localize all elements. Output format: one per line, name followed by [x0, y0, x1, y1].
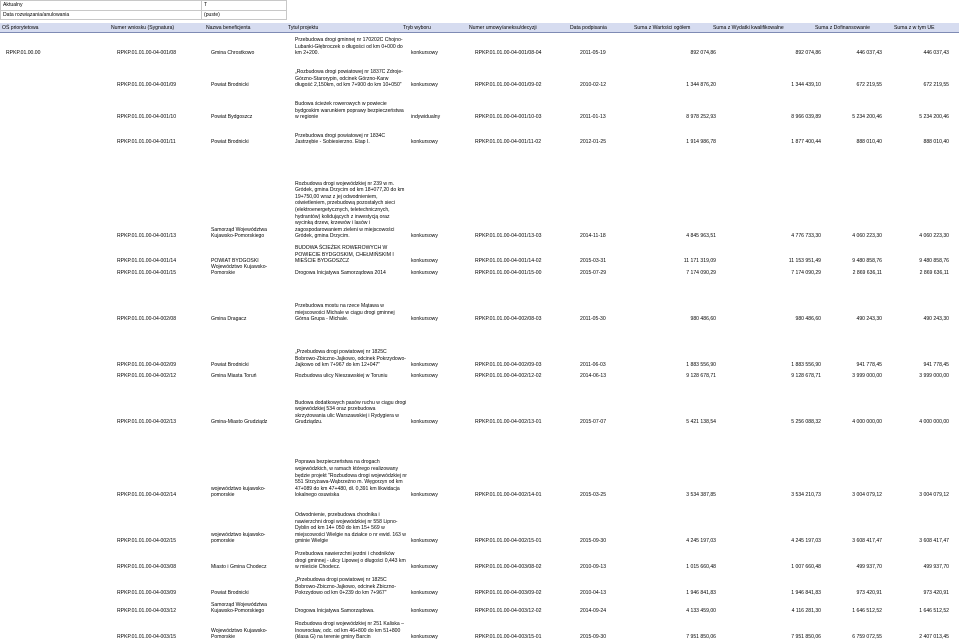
cell-contract: RPKP.01.01.00-04-003/15-01 [475, 634, 542, 641]
table-row[interactable] [0, 263, 959, 277]
cell-number: RPKP.01.01.00-04-001/10 [117, 114, 177, 121]
header-contract[interactable]: Numer umowy/aneksu/decyzji [469, 25, 537, 31]
cell-eligible: 1 877 400,44 [791, 139, 821, 146]
cell-funding: 973 420,91 [856, 590, 882, 597]
header-total[interactable]: Suma z Wartości ogółem [634, 25, 691, 31]
cell-funding: 4 000 000,00 [852, 419, 882, 426]
cell-mode: konkursowy [411, 492, 438, 499]
cell-eligible: 892 074,86 [795, 50, 821, 57]
cell-date: 2015-09-30 [580, 634, 607, 641]
cell-mode: konkursowy [411, 139, 438, 146]
cell-mode: konkursowy [411, 373, 438, 380]
cell-beneficiary: województwo kujawsko-pomorskie [211, 485, 266, 499]
cell-eu: 888 010,40 [923, 139, 949, 146]
cell-title: Poprawa bezpieczeństwa na drogach wojewódzkich, w ramach którego realizowany będzie projekt "Rozbudowa drogi wojewódzkiej nr 551 Strzyżawa-Wąbrzeźno m. Węgorzyn od km 47+089 do km 47+480, dł. 0,391 km likwidacja lokalnego osuwiska [295, 459, 407, 499]
cell-beneficiary: Powiat Brodnicki [211, 590, 249, 597]
cell-date: 2014-09-24 [580, 608, 607, 615]
cell-eu: 3 004 079,12 [919, 492, 949, 499]
cell-beneficiary: Gmina Chrostkowo [211, 50, 255, 57]
table-row[interactable] [0, 546, 959, 571]
table-row[interactable] [0, 241, 959, 265]
cell-eligible: 4 245 197,03 [791, 538, 821, 545]
table-row[interactable] [0, 427, 959, 499]
cell-funding: 3 999 000,00 [852, 373, 882, 380]
cell-contract: RPKP.01.01.00-04-002/15-01 [475, 538, 542, 545]
cell-number: RPKP.01.01.00-04-001/13 [117, 233, 177, 240]
cell-beneficiary: województwo kujawsko- pomorskie [211, 531, 266, 545]
cell-funding: 2 869 636,11 [852, 270, 882, 277]
cell-date: 2012-01-25 [580, 139, 607, 146]
table-row[interactable] [0, 500, 959, 545]
cell-title: Drogowa Inicjatywa Samorządowa. [295, 608, 375, 615]
cell-title: Budowa ścieżek rowerowych w powiecie bydgoskim warunkiem poprawy bezpieczeństwa w regionie [295, 101, 404, 121]
cell-mode: konkursowy [411, 608, 438, 615]
cell-date: 2010-09-13 [580, 564, 607, 571]
cell-eu: 2 869 636,11 [919, 270, 949, 277]
cell-date: 2011-05-19 [580, 50, 606, 57]
cell-eligible: 8 966 039,89 [791, 114, 821, 121]
cell-funding: 490 243,30 [856, 316, 882, 323]
cell-date: 2011-01-13 [580, 114, 606, 121]
cell-number: RPKP.01.01.00-04-002/09 [117, 362, 177, 369]
cell-total: 4 245 197,03 [686, 538, 716, 545]
cell-title: Odwodnienie, przebudowa chodnika i nawierzchni drogi wojewódzkiej nr 558 Lipno- Dyblin od km 14+ 050 do km 15+ 569 w miejscowości Wielgie na działce o nr ewid. 163 w gminie Wielgie [295, 512, 406, 545]
cell-mode: konkursowy [411, 564, 438, 571]
header-axis[interactable]: OŚ priorytetowa [2, 25, 39, 31]
cell-mode: konkursowy [411, 50, 438, 57]
cell-date: 2015-07-29 [580, 270, 607, 277]
cell-title: Rozbudowa drogi wojewódzkiej nr 251 Kaliska – Inowrocław, odc. od km 46+800 do km 51+800 (klasa G) na terenie gminy Barcin [295, 621, 405, 641]
cell-mode: konkursowy [411, 362, 438, 369]
cell-funding: 3 004 079,12 [852, 492, 882, 499]
cell-contract: RPKP.01.01.00-04-001/10-03 [475, 114, 542, 121]
cell-total: 7 951 850,06 [686, 634, 716, 641]
cell-total: 4 845 963,51 [686, 233, 716, 240]
cell-contract: RPKP.01.01.00-04-002/13-01 [475, 419, 542, 426]
cell-beneficiary: Powiat Brodnicki [211, 139, 249, 146]
cell-number: RPKP.01.01.00-04-002/08 [117, 316, 177, 323]
cell-eligible: 3 534 210,73 [791, 492, 821, 499]
cell-mode: indywidualny [411, 114, 441, 121]
cell-beneficiary: Powiat Brodnicki [211, 362, 249, 369]
cell-contract: RPKP.01.01.00-04-002/14-01 [475, 492, 542, 499]
cell-axis: RPKP.01.00.00 [6, 50, 41, 57]
cell-eu: 490 243,30 [923, 316, 949, 323]
cell-contract: RPKP.01.01.00-04-003/12-02 [475, 608, 542, 615]
cell-total: 1 883 556,90 [686, 362, 716, 369]
cell-eligible: 4 776 733,30 [791, 233, 821, 240]
cell-number: RPKP.01.01.00-04-002/12 [117, 373, 177, 380]
cell-contract: RPKP.01.01.00-04-001/08-04 [475, 50, 542, 57]
cell-beneficiary: Gmina Dragacz [211, 316, 247, 323]
cell-eligible: 1 883 556,90 [791, 362, 821, 369]
cell-date: 2014-11-18 [580, 233, 606, 240]
cell-date: 2010-02-12 [580, 82, 607, 89]
cell-eligible: 1 946 841,83 [791, 590, 821, 597]
cell-total: 1 914 986,78 [686, 139, 716, 146]
cell-title: „Przebudowa drogi powiatowej nr 1825C Bobrowo-Zbiczno-Jajkowo, odcinek Pokrzydowo-Jajkowo od km 7+967 do km 12+047” [295, 349, 406, 369]
actual-value[interactable]: T [202, 1, 287, 11]
cell-number: RPKP.01.01.00-04-001/09 [117, 82, 177, 89]
cell-beneficiary: Powiat Brodnicki [211, 82, 249, 89]
filter-table [0, 0, 287, 20]
cell-title: Drogowa Inicjatywa Samorządowa 2014 [295, 270, 386, 277]
cell-contract: RPKP.01.01.00-04-003/08-02 [475, 564, 542, 571]
cell-contract: RPKP.01.01.00-04-002/09-03 [475, 362, 542, 369]
cell-mode: konkursowy [411, 258, 438, 265]
cell-beneficiary: Województwo Kujawsko-Pomorskie [211, 627, 268, 641]
cell-date: 2015-03-31 [580, 258, 607, 265]
header-number[interactable]: Numer wniosku (Sygnatura) [111, 25, 175, 31]
cell-eligible: 9 128 678,71 [791, 373, 821, 380]
cell-number: RPKP.01.01.00-04-001/08 [117, 50, 177, 57]
header-funding[interactable]: Suma z Dofinansowanie [815, 25, 870, 31]
cell-funding: 672 219,55 [856, 82, 882, 89]
cell-title: Przebudowa drogi powiatowej nr 1834C Jastrzębie - Sobiesierzno. Etap I. [295, 132, 386, 146]
cell-beneficiary: Samorząd Województwa Kujawsko-Pomorskiego [211, 601, 267, 615]
cell-number: RPKP.01.01.00-04-003/08 [117, 564, 177, 571]
cell-number: RPKP.01.01.00-04-003/15 [117, 634, 177, 641]
cell-title: Przebudowa nawierzchni jezdni i chodników drogi gminnej - ulicy Lipowej o długości 0,443 km w mieście Chodecz. [295, 551, 406, 571]
cell-number: RPKP.01.01.00-04-003/12 [117, 608, 177, 615]
cell-eu: 499 937,70 [923, 564, 949, 571]
cell-funding: 499 937,70 [856, 564, 882, 571]
cell-date: 2010-04-13 [580, 590, 607, 597]
cell-contract: RPKP.01.01.00-04-001/15-00 [475, 270, 542, 277]
cell-number: RPKP.01.01.00-04-001/11 [117, 139, 176, 146]
table-row[interactable] [0, 58, 959, 89]
cell-number: RPKP.01.01.00-04-001/14 [117, 258, 177, 265]
cell-number: RPKP.01.01.00-04-002/13 [117, 419, 177, 426]
cell-number: RPKP.01.01.00-04-002/15 [117, 538, 177, 545]
header-eu[interactable]: Suma z w tym UE [894, 25, 935, 31]
table-row[interactable] [0, 598, 959, 615]
cell-funding: 5 234 200,46 [852, 114, 882, 121]
cell-eu: 4 060 223,30 [919, 233, 949, 240]
cell-title: „Przebudowa drogi powiatowej nr 1825C Bobrowo-Zbiczno-Jajkowo, odcinek Zbiczno-Pokrzydowo od km 0+239 do km 7+967” [295, 577, 397, 597]
cell-beneficiary: POWIAT BYDGOSKI [211, 258, 259, 265]
cell-beneficiary: Gmina Miasta Toruń [211, 373, 257, 380]
header-beneficiary[interactable]: Nazwa beneficjenta [206, 25, 251, 31]
cell-eu: 3 999 000,00 [919, 373, 949, 380]
cell-eu: 9 480 858,76 [919, 258, 949, 265]
cell-eu: 3 608 417,47 [919, 538, 949, 545]
cell-total: 3 534 387,85 [686, 492, 716, 499]
cell-date: 2015-07-07 [580, 419, 607, 426]
cell-date: 2015-03-25 [580, 492, 607, 499]
cell-total: 892 074,86 [690, 50, 716, 57]
cell-eligible: 7 174 090,29 [791, 270, 821, 277]
cell-date: 2015-09-30 [580, 538, 607, 545]
table-header [0, 19, 959, 32]
cell-total: 980 486,60 [690, 316, 716, 323]
cell-title: „Rozbudowa drogi powiatowej nr 1837C Zdroje-Górzno-Starorypin, odcinek Górzno-Karw długość 2,150km, od km 7+900 do km 10+050” [295, 69, 403, 89]
cell-date: 2011-05-30 [580, 316, 606, 323]
cell-mode: konkursowy [411, 233, 438, 240]
cell-funding: 3 608 417,47 [852, 538, 882, 545]
date-label: Data rozwiązania/anulowania [1, 10, 202, 20]
cell-funding: 9 480 858,76 [852, 258, 882, 265]
cell-total: 8 978 252,93 [686, 114, 716, 121]
cell-date: 2014-06-13 [580, 373, 607, 380]
cell-date: 2011-06-03 [580, 362, 606, 369]
cell-funding: 446 037,43 [856, 50, 882, 57]
cell-mode: konkursowy [411, 590, 438, 597]
cell-mode: konkursowy [411, 634, 438, 641]
table-row[interactable] [0, 278, 959, 323]
cell-mode: konkursowy [411, 82, 438, 89]
table-row[interactable] [0, 33, 959, 57]
cell-contract: RPKP.01.01.00-04-002/12-02 [475, 373, 542, 380]
cell-funding: 888 010,40 [856, 139, 882, 146]
table-row[interactable] [0, 90, 959, 121]
cell-beneficiary: Miasto i Gmina Chodecz [211, 564, 267, 571]
date-value[interactable]: (puste) [202, 10, 287, 20]
table-row[interactable] [0, 122, 959, 146]
cell-eu: 2 407 013,45 [919, 634, 949, 641]
cell-contract: RPKP.01.01.00-04-003/09-02 [475, 590, 542, 597]
cell-eligible: 980 486,60 [795, 316, 821, 323]
table-row[interactable] [0, 370, 959, 380]
cell-contract: RPKP.01.01.00-04-001/13-03 [475, 233, 542, 240]
cell-title: Budowa dodatkowych pasów ruchu w ciągu drogi wojewódzkiej 534 oraz przebudowa skrzyżowania ulic Warszawskiej i Rydygiera w Grudziądzu. [295, 399, 407, 426]
cell-title: Przebudowa mostu na rzece Mątawa w miejscowości Michale w ciągu drogi gminnej Górna Grupa - Michale. [295, 303, 395, 323]
table-row[interactable] [0, 147, 959, 240]
cell-total: 5 421 138,54 [686, 419, 716, 426]
cell-mode: konkursowy [411, 316, 438, 323]
cell-funding: 4 060 223,30 [852, 233, 882, 240]
header-date[interactable]: Data podpisania [570, 25, 607, 31]
cell-total: 11 171 319,09 [683, 258, 716, 265]
table-row[interactable] [0, 572, 959, 597]
header-title[interactable]: Tytuł projektu [288, 25, 319, 31]
cell-eu: 446 037,43 [923, 50, 949, 57]
cell-mode: konkursowy [411, 270, 438, 277]
cell-number: RPKP.01.01.00-04-001/15 [117, 270, 177, 277]
cell-contract: RPKP.01.01.00-04-001/14-02 [475, 258, 542, 265]
header-eligible[interactable]: Suma z Wydatki kwalifikowalne [713, 25, 784, 31]
cell-number: RPKP.01.01.00-04-003/09 [117, 590, 177, 597]
actual-label: Aktualny [1, 1, 202, 11]
cell-eligible: 1 344 439,10 [791, 82, 821, 89]
cell-number: RPKP.01.01.00-04-002/14 [117, 492, 177, 499]
cell-eu: 5 234 200,46 [919, 114, 949, 121]
cell-eu: 941 778,45 [923, 362, 949, 369]
cell-title: Rozbudowa ulicy Nieszawskiej w Toruniu [295, 373, 388, 380]
cell-funding: 1 646 512,52 [852, 608, 882, 615]
cell-eligible: 5 256 088,32 [791, 419, 821, 426]
cell-title: Przebudowa drogi gminnej nr 170202C Chojno-Lubanki-Głębroczek o długości od km 0+000 do km 2+200. [295, 37, 403, 57]
cell-eu: 4 000 000,00 [919, 419, 949, 426]
cell-mode: konkursowy [411, 419, 438, 426]
cell-beneficiary: Gmina-Miasto Grudziądz [211, 419, 268, 426]
cell-beneficiary: Powiat Bydgoszcz [211, 114, 253, 121]
cell-contract: RPKP.01.01.00-04-001/11-02 [475, 139, 542, 146]
cell-funding: 941 778,45 [856, 362, 882, 369]
cell-total: 1 015 660,48 [686, 564, 716, 571]
cell-eu: 1 646 512,52 [919, 608, 949, 615]
cell-contract: RPKP.01.01.00-04-002/08-03 [475, 316, 542, 323]
cell-contract: RPKP.01.01.00-04-001/09-02 [475, 82, 542, 89]
cell-beneficiary: Samorząd Województwa Kujawsko-Pomorskiego [211, 226, 267, 240]
table-row[interactable] [0, 381, 959, 426]
cell-funding: 6 759 072,55 [852, 634, 882, 641]
cell-eu: 672 219,55 [923, 82, 949, 89]
cell-total: 9 128 678,71 [686, 373, 716, 380]
cell-total: 7 174 090,29 [686, 270, 716, 277]
cell-total: 1 344 876,20 [686, 82, 716, 89]
table-row[interactable] [0, 324, 959, 369]
cell-total: 4 133 459,00 [686, 608, 716, 615]
cell-eligible: 4 116 281,30 [791, 608, 821, 615]
cell-mode: konkursowy [411, 538, 438, 545]
table-row[interactable] [0, 616, 959, 641]
cell-eligible: 7 951 850,06 [791, 634, 821, 641]
cell-title: BUDOWA ŚCIEŻEK ROWEROWYCH W POWIECIE BYDGOSKIM, CHEŁMIŃSKIM I MIEŚCIE BYDGOSZCZ [295, 245, 394, 265]
header-mode[interactable]: Tryb wyboru [403, 25, 431, 31]
cell-beneficiary: Województwo Kujawsko-Pomorskie [211, 263, 268, 277]
cell-eligible: 11 153 951,49 [788, 258, 821, 265]
cell-title: Rozbudowa drogi wojewódzkiej nr 239 w m. Gródek, gmina Drzycim od km 18+077,20 do km 19+750,00 wraz z jej odwodnieniem, oświetleniem, przebudową pozostałych sieci (elektroenergetycznych, teletechnicznych, hydrantów) kolidujących z inwestycją oraz wycinką drzew, krzewów i lasów i zagospodarowaniem zieleni w miejscowości Gródek, gmina Drzycim. [295, 180, 405, 240]
cell-eligible: 1 007 660,48 [791, 564, 821, 571]
cell-eu: 973 420,91 [923, 590, 949, 597]
cell-total: 1 946 841,83 [686, 590, 716, 597]
